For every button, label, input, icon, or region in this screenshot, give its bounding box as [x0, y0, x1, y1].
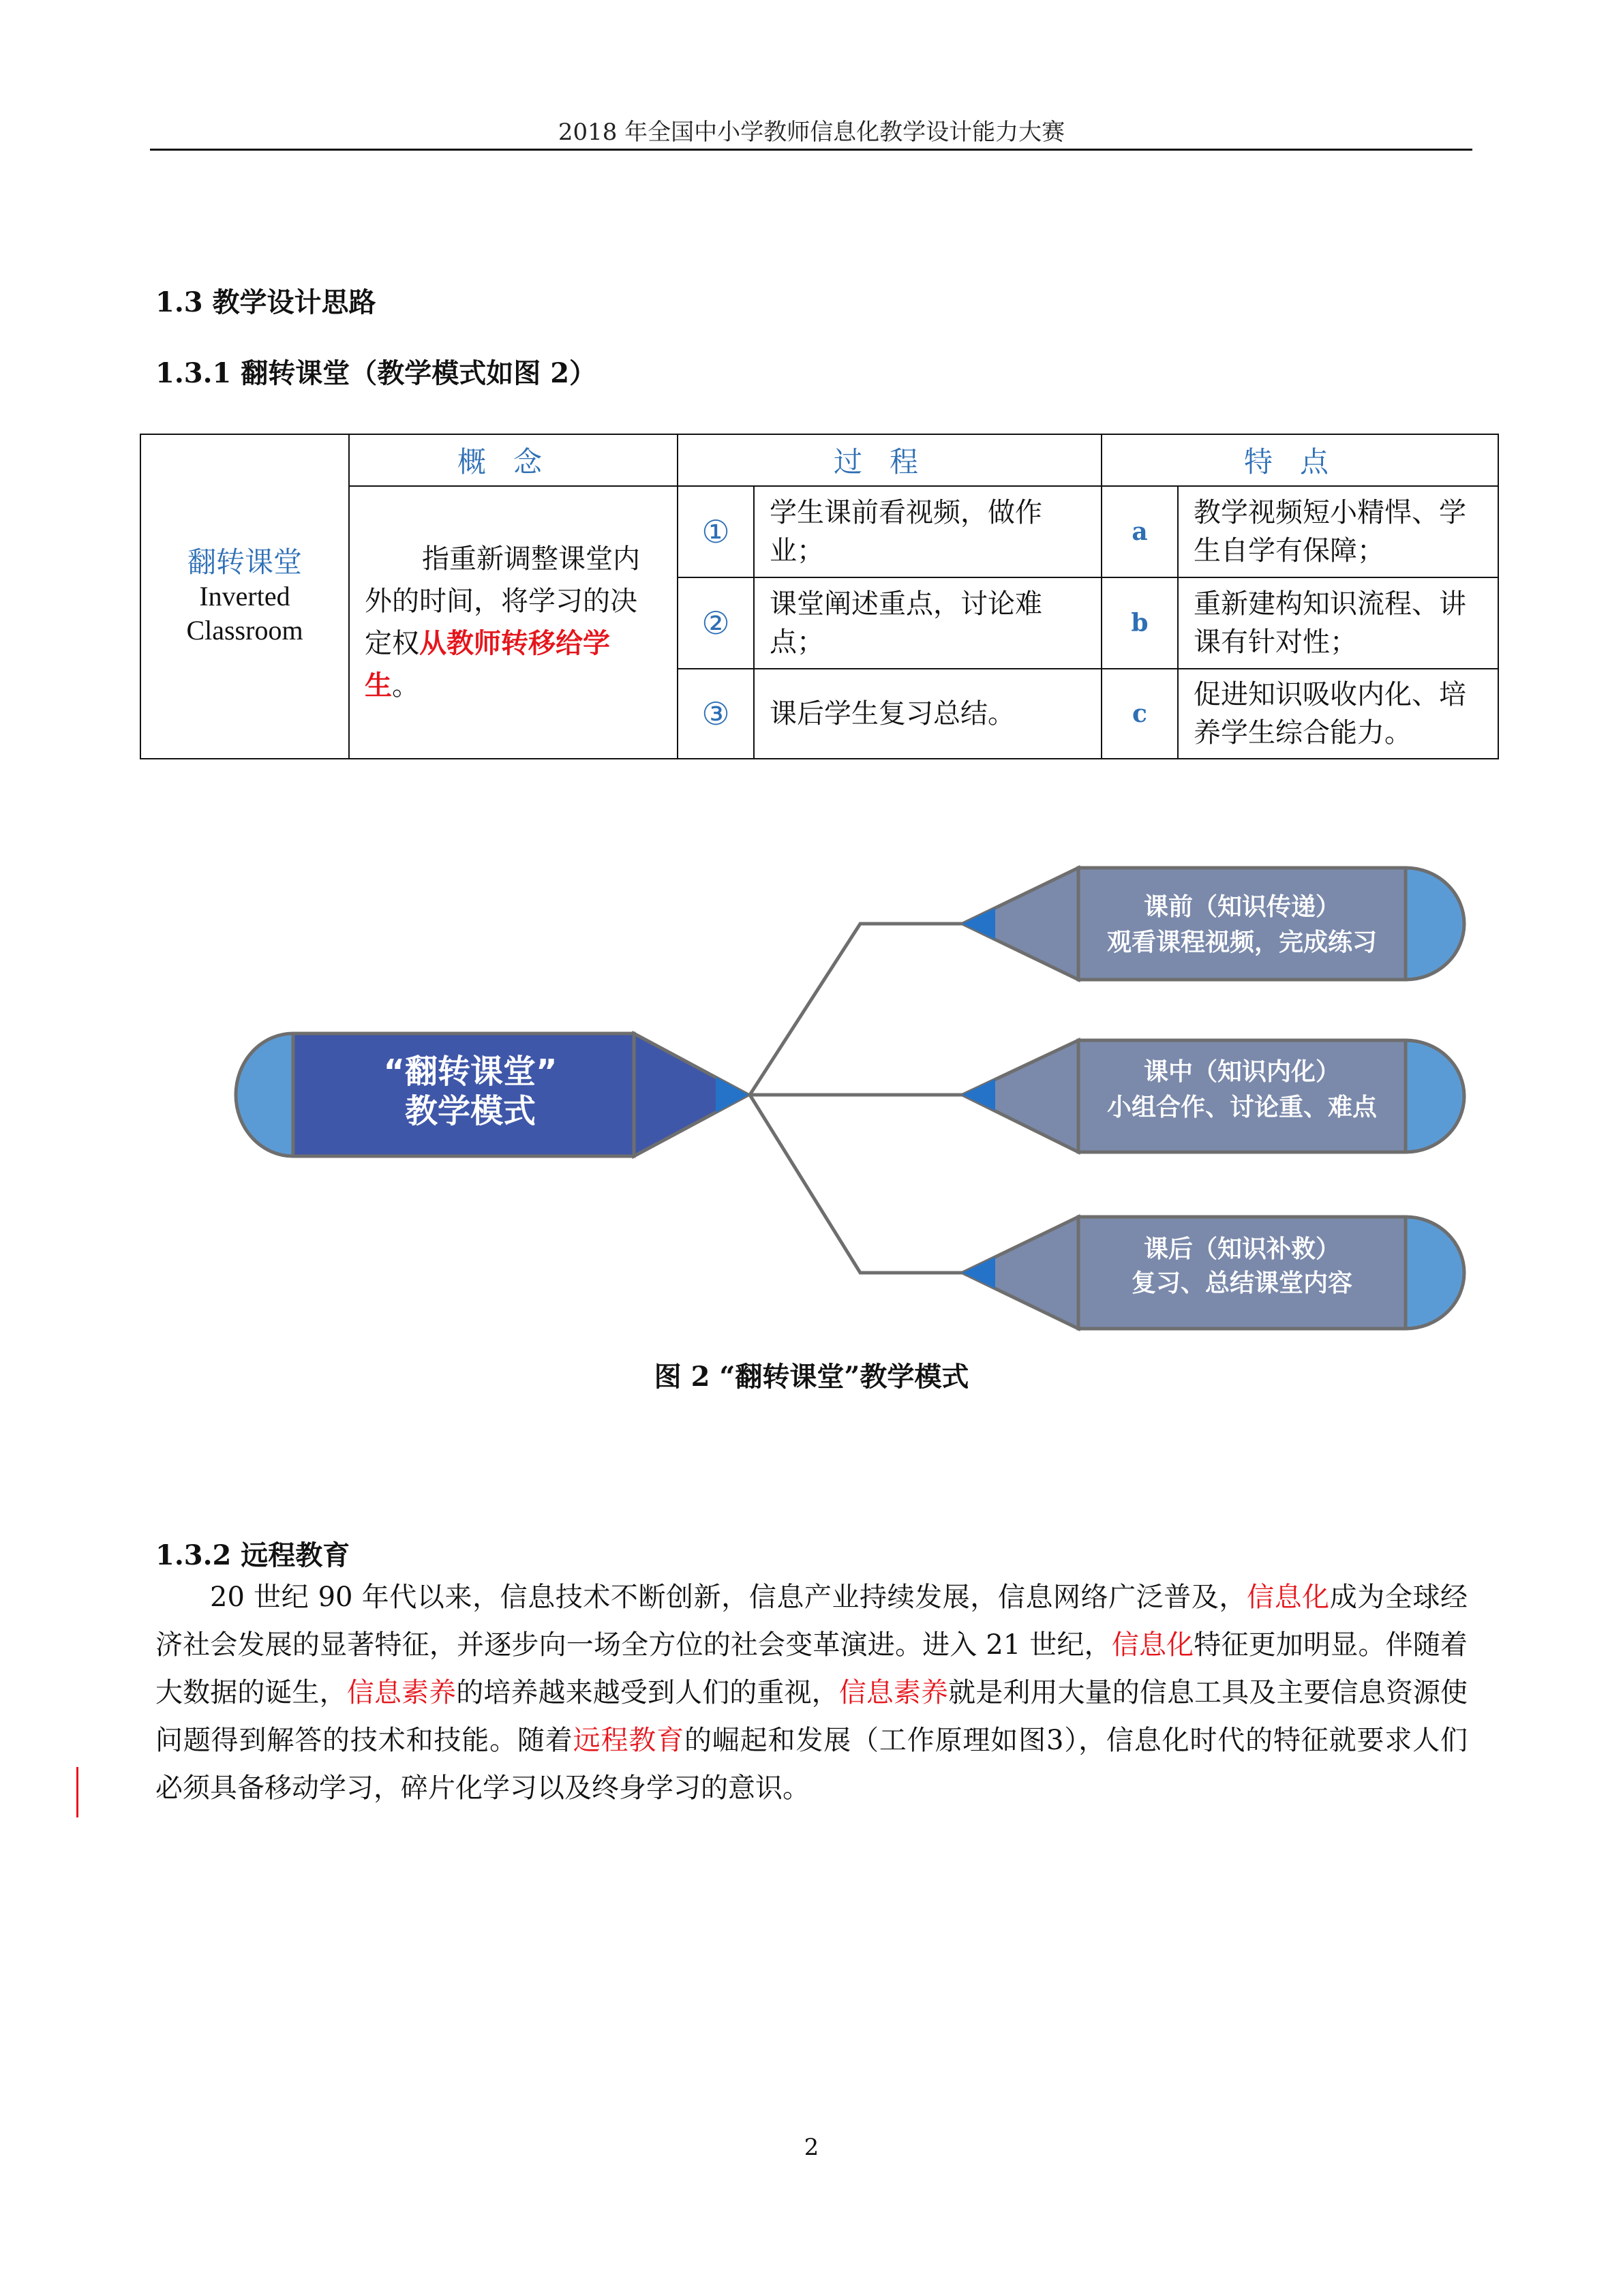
para-text-4: 的培养越来越受到人们的重视， [456, 1677, 839, 1708]
branch-after-class [962, 1217, 1464, 1329]
para-highlight-5: 远程教育 [573, 1725, 684, 1756]
branch-2-tip-point [962, 1079, 995, 1111]
remote-paragraph [155, 1573, 1468, 1812]
branch-during-class [962, 1040, 1464, 1152]
remote-heading: 1.3.2 远程教育 [155, 1539, 350, 1571]
process-num-1: ① [678, 486, 754, 577]
feature-letter-b: b [1102, 577, 1178, 669]
branch-before-class [962, 868, 1464, 980]
flipped-classroom-table [140, 434, 1499, 759]
term-cn: 翻转课堂 [187, 545, 302, 579]
process-text-3: 课后学生复习总结。 [754, 669, 1102, 759]
page-header: 2018 年全国中小学教师信息化教学设计能力大赛 [558, 119, 1065, 146]
header-process: 过程 [678, 434, 1102, 486]
process-num-3: ③ [678, 669, 754, 759]
concept-period: 。 [392, 670, 419, 701]
process-text-2: 课堂阐述重点，讨论难点； [754, 577, 1102, 669]
para-highlight-2: 信息化 [1111, 1629, 1194, 1661]
para-text-6: 的崛起和发展（工作原理如图3），信息化时代的特征就要求人们必须具备移动学习，碎片化学习以及终身学习的意识。 [155, 1725, 1468, 1804]
header-rule [150, 149, 1472, 151]
branch-2-line-2: 小组合作、讨论重、难点 [1106, 1093, 1378, 1121]
feature-text-c: 促进知识吸收内化、培养学生综合能力。 [1178, 669, 1498, 759]
page-number: 2 [804, 2134, 819, 2161]
para-text-3: 特征更加明显。伴随着大数据的诞生， [155, 1629, 1468, 1708]
concept-cell [349, 486, 678, 759]
branch-3-cap [1406, 1217, 1464, 1329]
branch-1-line-2: 观看课程视频，完成练习 [1106, 928, 1378, 956]
branch-3-line-1: 课后（知识补救） [1143, 1235, 1341, 1263]
center-node [236, 1033, 748, 1156]
section-heading: 1.3 教学设计思路 [155, 286, 376, 318]
para-text-5: 就是利用大量的信息工具及主要信息资源使问题得到解答的技术和技能。随着 [155, 1677, 1468, 1756]
branch-2-line-1: 课中（知识内化） [1143, 1058, 1341, 1086]
term-en-2: Classroom [186, 615, 303, 646]
center-tip-point [716, 1077, 748, 1113]
branch-2-cap [1406, 1040, 1464, 1152]
para-text-2: 成为全球经济社会发展的显著特征，并逐步向一场全方位的社会变革演进。进入 21 世纪， [155, 1582, 1468, 1661]
term-cell [140, 434, 349, 759]
revision-mark [76, 1767, 78, 1817]
subsection-heading: 1.3.1 翻转课堂（教学模式如图 2） [155, 357, 597, 389]
process-text-1: 学生课前看视频，做作业； [754, 486, 1102, 577]
center-line-1: “翻转课堂” [383, 1053, 558, 1091]
flipped-classroom-diagram [0, 845, 1623, 1350]
term-en-1: Inverted [199, 581, 290, 611]
branch-3-line-2: 复习、总结课堂内容 [1131, 1269, 1353, 1297]
header-features: 特点 [1102, 434, 1498, 486]
para-highlight-4: 信息素养 [838, 1677, 949, 1708]
feature-text-a: 教学视频短小精悍、学生自学有保障； [1178, 486, 1498, 577]
center-line-2: 教学模式 [404, 1092, 536, 1130]
branch-1-body [1078, 868, 1406, 980]
branch-1-cap [1406, 868, 1464, 980]
connector-lines [750, 924, 962, 1273]
para-text-1: 20 世纪 90 年代以来，信息技术不断创新，信息产业持续发展，信息网络广泛普及， [210, 1582, 1247, 1613]
feature-letter-c: c [1102, 669, 1178, 759]
process-num-2: ② [678, 577, 754, 669]
feature-letter-a: a [1102, 486, 1178, 577]
concept-highlight: 从教师转移给学生 [365, 627, 610, 701]
para-highlight-3: 信息素养 [346, 1677, 457, 1708]
center-cap [236, 1033, 293, 1156]
branch-3-tip-point [962, 1257, 995, 1288]
branch-1-tip-point [962, 908, 995, 939]
para-highlight-1: 信息化 [1247, 1582, 1330, 1613]
feature-text-b: 重新建构知识流程、讲课有针对性； [1178, 577, 1498, 669]
concept-text: 指重新调整课堂内外的时间，将学习的决定权 [365, 543, 640, 659]
branch-1-line-1: 课前（知识传递） [1143, 893, 1341, 921]
header-concept: 概念 [349, 434, 678, 486]
figure-caption: 图 2 “翻转课堂”教学模式 [654, 1361, 969, 1393]
